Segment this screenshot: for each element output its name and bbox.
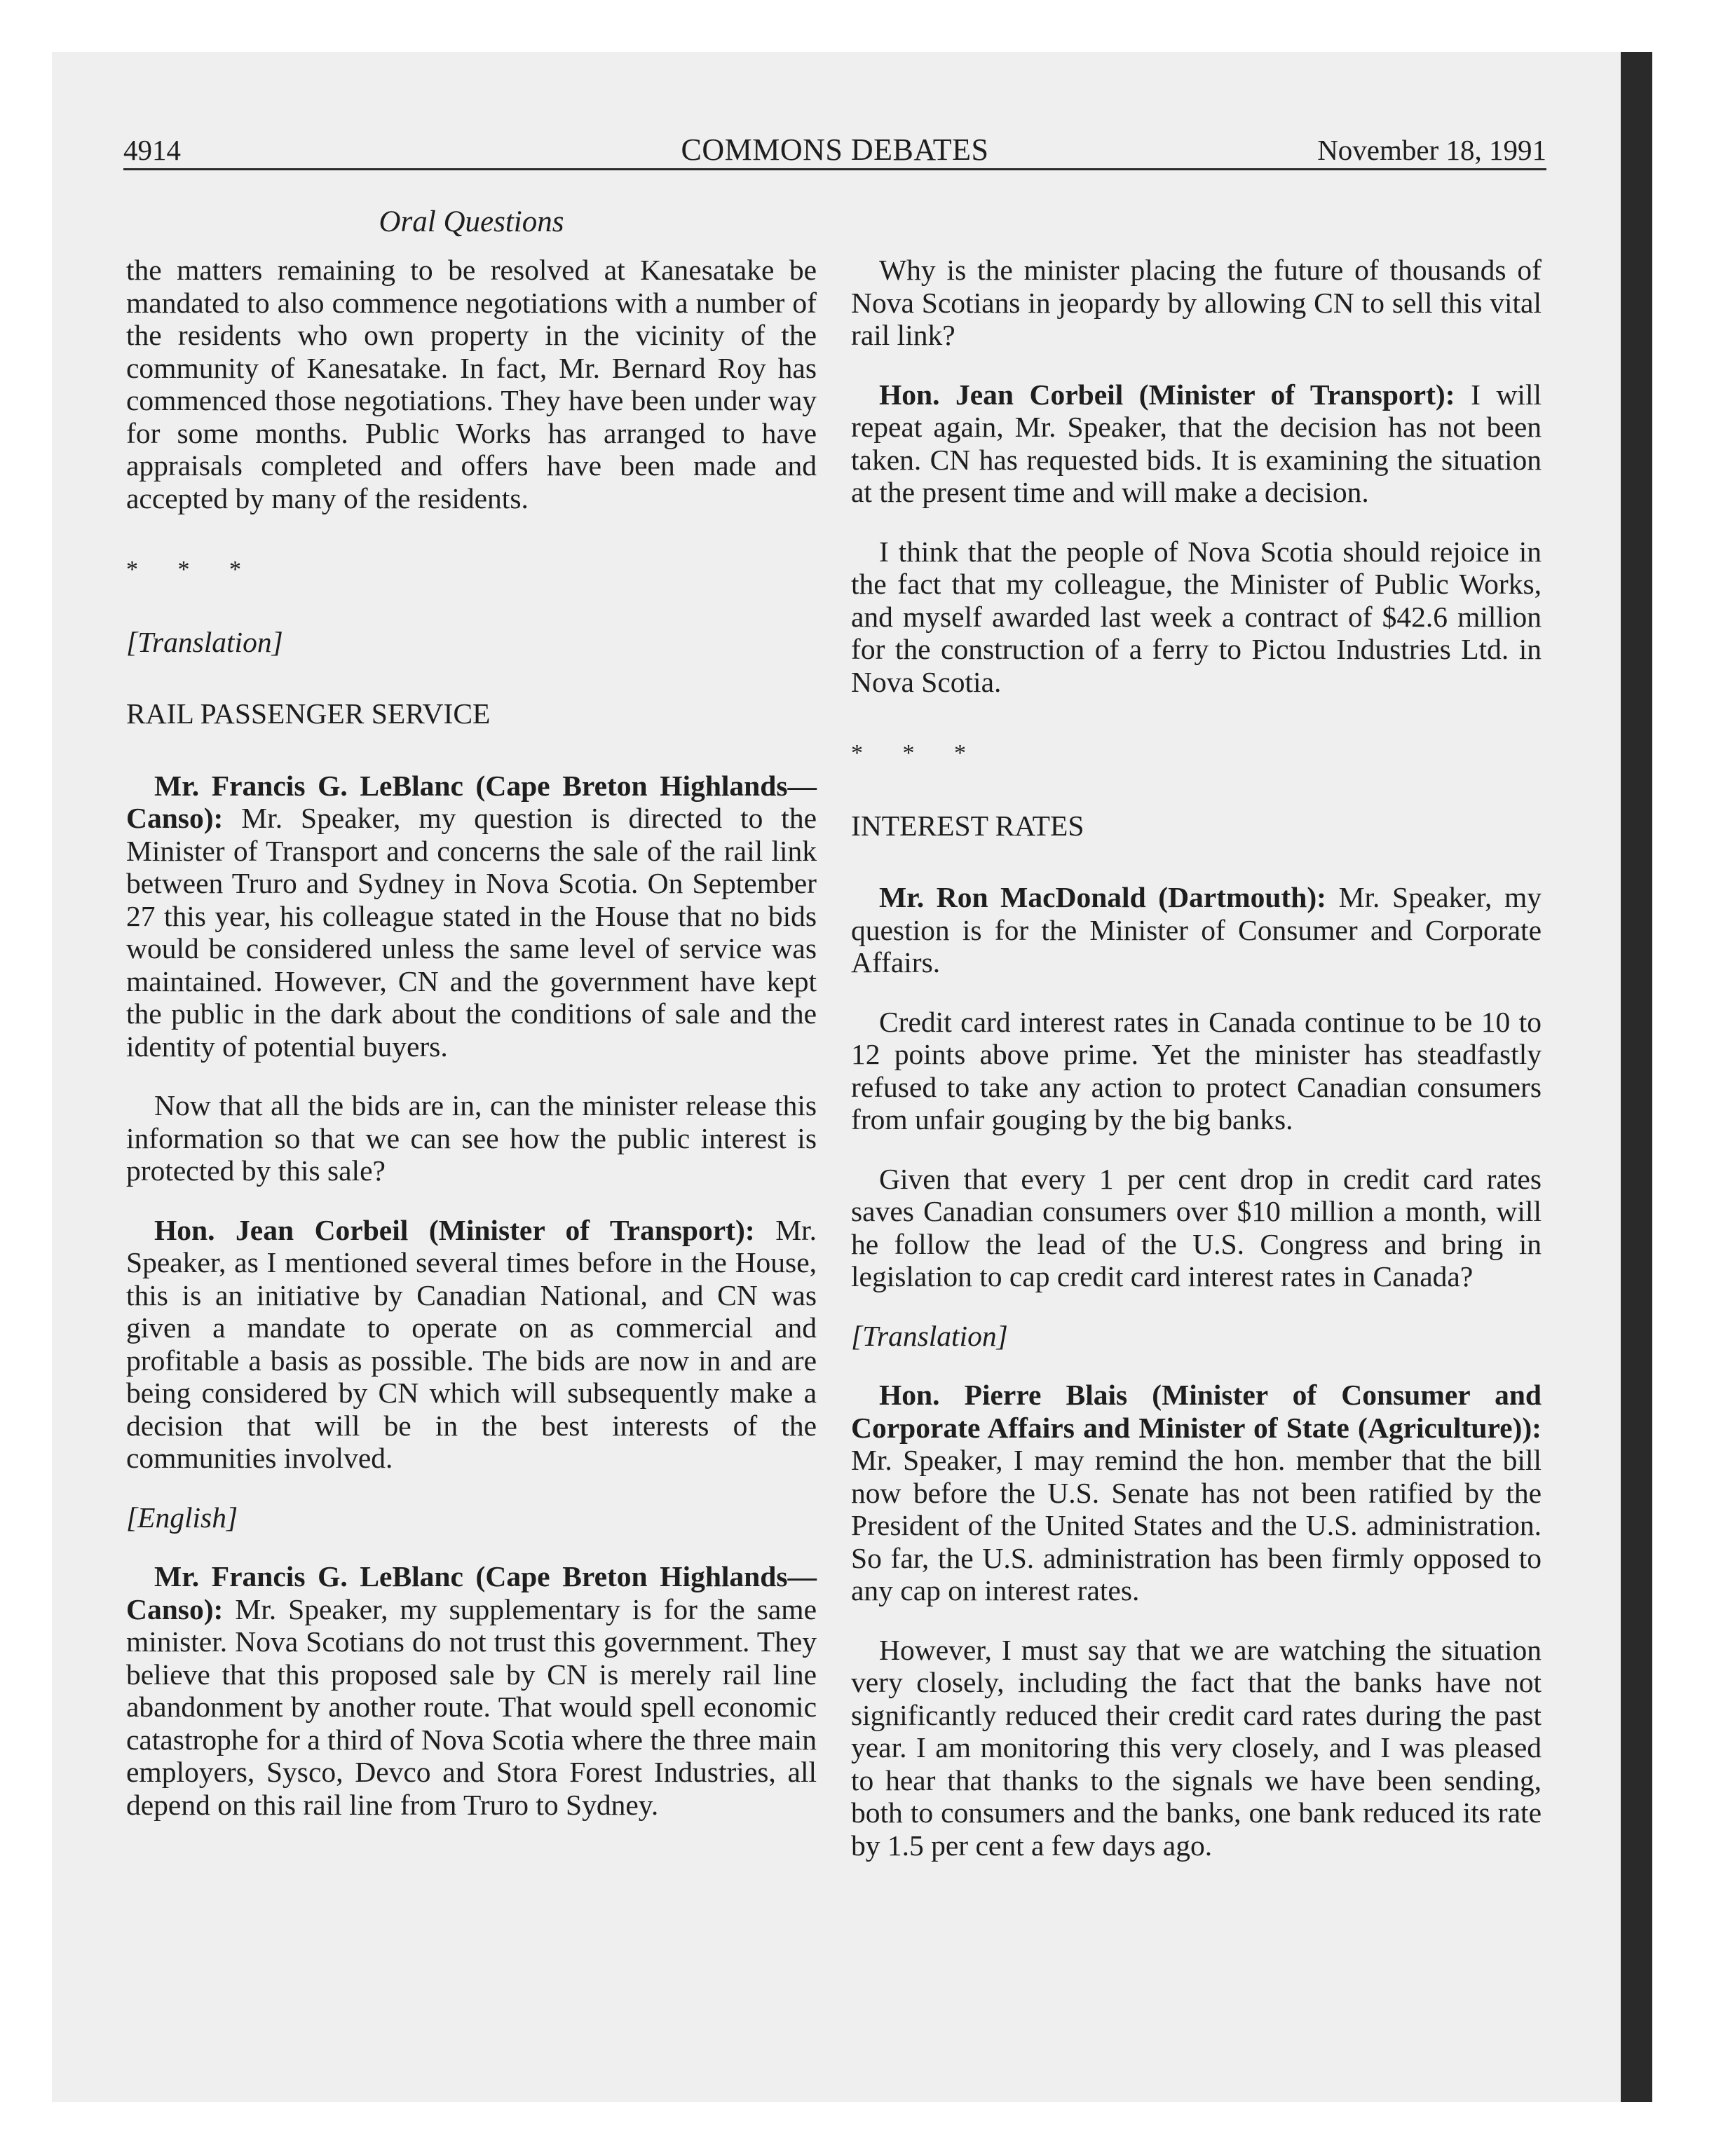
section-separator: * * * bbox=[126, 557, 258, 582]
left-column bbox=[126, 254, 817, 1848]
paragraph bbox=[851, 881, 1542, 979]
speech-text: Mr. Speaker, my question is directed to the Minister of Transport and concerns the sale of the rail link between Truro and Sydney in Nova Scotia. On September 27 this year, his colleague stated in the House that no bids would be considered unless the same level of service was maintained. However, CN and the government have kept the public in the dark about the conditions of sale and the identity of potential buyers. bbox=[126, 802, 817, 1063]
paragraph: the matters remaining to be resolved at Kanesatake be mandated to also commence negotiations with a number of the residents who own property in the vicinity of the community of Kanesatake. In fact, Mr. Bernard Roy has commenced those negotiations. They have been under way for some months. Public Works has arranged to have appraisals completed and offers have been made and accepted by many of the residents. bbox=[126, 254, 817, 514]
speech-text: Mr. Speaker, as I mentioned several times before in the House, this is an initiative by Canadian National, and CN was given a mandate to operate on as commercial and profitable a basis as possible. The bids are now in and are being considered by CN which will subsequently make a decision that will be in the best interests of the communities involved. bbox=[126, 1213, 817, 1474]
paragraph: I think that the people of Nova Scotia should rejoice in the fact that my colleague, the Minister of Public Works, and myself awarded last week a contract of $42.6 million for the construction of a ferry to Pictou Industries Ltd. in Nova Scotia. bbox=[851, 535, 1542, 698]
english-tag: [English] bbox=[126, 1501, 238, 1534]
section-heading: RAIL PASSENGER SERVICE bbox=[126, 697, 491, 730]
section-separator: * * * bbox=[851, 740, 983, 766]
speaker-name: Mr. Francis G. LeBlanc (Cape Breton Highlands—Canso): bbox=[126, 1560, 817, 1625]
speech-text: Mr. Speaker, my supplementary is for the same minister. Nova Scotians do not trust this government. They believe that this proposed sale by CN is merely rail line abandonment by another route. That would spell economic catastrophe for a third of Nova Scotia where the three main employers, Sysco, Devco and Stora Forest Industries, all depend on this rail line from Truro to Sydney. bbox=[126, 1592, 817, 1821]
page-number: 4914 bbox=[123, 134, 181, 166]
right-column bbox=[851, 254, 1542, 1888]
paragraph bbox=[126, 770, 817, 1063]
speaker-name: Hon. Pierre Blais (Minister of Consumer and Corporate Affairs and Minister of State (Agriculture)): bbox=[851, 1379, 1542, 1444]
paragraph: However, I must say that we are watching the situation very closely, including the fact that the banks have not significantly reduced their credit card rates during the past year. I am monitoring this very closely, and I was pleased to hear that thanks to the signals we have been sending, both to consumers and the banks, one bank reduced its rate by 1.5 per cent a few days ago. bbox=[851, 1633, 1542, 1862]
section-label: Oral Questions bbox=[379, 205, 564, 238]
speaker-name: Hon. Jean Corbeil (Minister of Transport): bbox=[154, 1213, 755, 1246]
speech-text: I will repeat again, Mr. Speaker, that the decision has not been taken. CN has requested bids. It is examining the situation at the present time and will make a decision. bbox=[851, 378, 1542, 508]
speech-text: Mr. Speaker, my question is for the Minister of Consumer and Corporate Affairs. bbox=[851, 881, 1542, 978]
paragraph bbox=[851, 1379, 1542, 1607]
speaker-name: Mr. Francis G. LeBlanc (Cape Breton Highlands—Canso): bbox=[126, 769, 817, 834]
section-heading: INTEREST RATES bbox=[851, 809, 1084, 842]
translation-tag: [Translation] bbox=[126, 625, 283, 658]
paragraph bbox=[126, 1214, 817, 1475]
paragraph: Now that all the bids are in, can the minister release this information so that we can see how the public interest is protected by this sale? bbox=[126, 1089, 817, 1187]
speech-text: Mr. Speaker, I may remind the hon. member that the bill now before the U.S. Senate has not been ratified by the President of the United States and the U.S. administration. So far, the U.S. administration has been firmly opposed to any cap on interest rates. bbox=[851, 1444, 1542, 1606]
paragraph: Why is the minister placing the future of thousands of Nova Scotians in jeopardy by allowing CN to sell this vital rail link? bbox=[851, 254, 1542, 351]
paragraph bbox=[126, 1560, 817, 1821]
publication-title: COMMONS DEBATES bbox=[681, 132, 989, 167]
page-header bbox=[123, 126, 1546, 170]
publication-date: November 18, 1991 bbox=[1317, 134, 1546, 166]
translation-tag: [Translation] bbox=[851, 1319, 1008, 1352]
speaker-name: Mr. Ron MacDonald (Dartmouth): bbox=[879, 881, 1326, 913]
paragraph: Credit card interest rates in Canada continue to be 10 to 12 points above prime. Yet the minister has steadfastly refused to take any action to protect Canadian consumers from unfair gouging by the big banks. bbox=[851, 1005, 1542, 1135]
speaker-name: Hon. Jean Corbeil (Minister of Transport): bbox=[879, 378, 1455, 411]
paragraph: Given that every 1 per cent drop in credit card rates saves Canadian consumers over $10 million a month, will he follow the lead of the U.S. Congress and bring in legislation to cap credit card interest rates in Canada? bbox=[851, 1162, 1542, 1292]
paragraph bbox=[851, 378, 1542, 509]
scan-edge-bar bbox=[1621, 52, 1652, 2102]
